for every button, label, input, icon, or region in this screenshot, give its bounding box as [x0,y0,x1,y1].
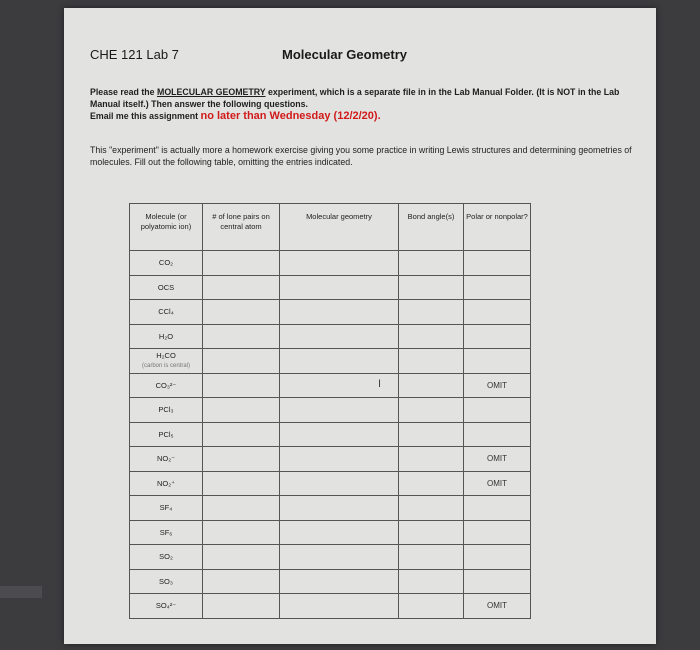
bond-angle-cell[interactable] [399,324,464,349]
polarity-cell[interactable] [464,520,531,545]
bond-angle-cell[interactable] [399,496,464,521]
polarity-cell[interactable] [464,569,531,594]
lone-pairs-cell[interactable] [203,251,280,276]
table-row [130,569,531,594]
molecule-formula: PCl₃ [158,405,174,415]
bond-angle-cell[interactable] [399,251,464,276]
lone-pairs-cell[interactable] [203,545,280,570]
geometry-cell[interactable] [280,520,399,545]
polarity-cell [464,594,531,619]
instructions [90,86,630,122]
geometry-cell[interactable] [280,471,399,496]
bond-angle-cell[interactable] [399,447,464,472]
table-row [130,251,531,276]
molecule-cell [130,300,203,325]
side-tab [0,586,42,598]
lone-pairs-cell[interactable] [203,594,280,619]
bond-angle-cell[interactable] [399,349,464,374]
omit-label: OMIT [487,601,507,611]
lone-pairs-cell[interactable] [203,349,280,374]
lone-pairs-cell[interactable] [203,324,280,349]
bond-angle-cell[interactable] [399,545,464,570]
polarity-cell[interactable] [464,545,531,570]
bond-angle-cell[interactable] [399,594,464,619]
polarity-cell[interactable] [464,324,531,349]
document-page [64,8,656,644]
molecule-cell [130,447,203,472]
lone-pairs-cell[interactable] [203,398,280,423]
lone-pairs-cell[interactable] [203,422,280,447]
molecule-cell [130,275,203,300]
bond-angle-cell[interactable] [399,422,464,447]
molecule-formula: SO₂ [159,552,173,562]
polarity-cell[interactable] [464,349,531,374]
geometry-cell[interactable] [280,447,399,472]
bond-angle-cell[interactable] [399,471,464,496]
geometry-cell[interactable] [280,545,399,570]
omit-label: OMIT [487,478,507,488]
polarity-cell[interactable] [464,422,531,447]
table-row [130,398,531,423]
geometry-cell[interactable] [280,398,399,423]
table-row [130,594,531,619]
molecule-cell [130,251,203,276]
header-bond-angles: Bond angle(s) [399,204,464,251]
bond-angle-cell[interactable] [399,300,464,325]
molecule-formula: CO₂ [158,258,174,268]
molecule-cell [130,398,203,423]
lone-pairs-cell[interactable] [203,520,280,545]
molecule-cell [130,520,203,545]
omit-label: OMIT [487,380,507,390]
molecule-formula: H₂O [158,331,174,341]
lone-pairs-cell[interactable] [203,447,280,472]
molecule-cell [130,349,203,374]
molecule-cell [130,324,203,349]
lone-pairs-cell[interactable] [203,300,280,325]
geometry-cell[interactable] [280,569,399,594]
header-molecule: Molecule (or polyatomic ion) [130,204,203,251]
table-row [130,300,531,325]
polarity-cell[interactable] [464,300,531,325]
table-row [130,422,531,447]
header-geometry: Molecular geometry [280,204,399,251]
bond-angle-cell[interactable] [399,520,464,545]
text-cursor-icon: I [378,378,382,390]
molecule-formula: NO₂⁺ [156,478,176,488]
geometry-cell[interactable] [280,349,399,374]
molecule-cell [130,496,203,521]
molecule-cell [130,373,203,398]
geometry-table [129,203,531,619]
molecule-formula: SO₄²⁻ [155,601,177,611]
molecule-cell [130,422,203,447]
instructions-underlined: MOLECULAR GEOMETRY [157,87,266,97]
molecule-formula: OCS [157,282,175,292]
table-row [130,324,531,349]
intro-paragraph: This "experiment" is actually more a homework exercise giving you some practice in writing Lewis structures and determining geometries of molecules. Fill out the following table, omitting the entries indicated. [90,145,632,167]
lone-pairs-cell[interactable] [203,373,280,398]
polarity-cell[interactable] [464,275,531,300]
polarity-cell [464,471,531,496]
omit-label: OMIT [487,454,507,464]
lone-pairs-cell[interactable] [203,275,280,300]
molecule-note: (carbon is central) [141,362,191,369]
email-text: Email me this assignment [90,111,201,121]
page-title: Molecular Geometry [282,47,407,62]
geometry-cell[interactable] [280,422,399,447]
geometry-cell[interactable] [280,275,399,300]
molecule-formula: CO₃²⁻ [155,380,177,390]
bond-angle-cell[interactable] [399,398,464,423]
polarity-cell[interactable] [464,398,531,423]
polarity-cell [464,373,531,398]
geometry-cell[interactable] [280,324,399,349]
molecule-formula: SO₃ [159,576,173,586]
molecule-formula: NO₂⁻ [156,454,176,464]
header-polarity: Polar or nonpolar? [464,204,531,251]
molecule-formula: SF₆ [159,527,173,537]
molecule-cell [130,594,203,619]
molecule-formula: H₂CO [156,350,176,360]
molecule-formula: SF₄ [159,503,173,513]
geometry-cell[interactable] [280,594,399,619]
geometry-cell[interactable] [280,251,399,276]
course-label: CHE 121 Lab 7 [90,47,179,62]
polarity-cell[interactable] [464,251,531,276]
geometry-cell[interactable] [280,496,399,521]
table-row [130,471,531,496]
table-row [130,349,531,374]
bond-angle-cell[interactable] [399,275,464,300]
instructions-text-b: experiment, which is a separate file in in the Lab Manual Folder. (It is NOT in the Lab Manual itself.) Then answer the following questions. [90,87,620,109]
table-row [130,496,531,521]
polarity-cell [464,447,531,472]
table-row [130,545,531,570]
instructions-text-a: Please read the [90,87,157,97]
molecule-cell [130,545,203,570]
bond-angle-cell[interactable] [399,569,464,594]
molecule-cell [130,569,203,594]
table-row [130,275,531,300]
polarity-cell[interactable] [464,496,531,521]
lone-pairs-cell[interactable] [203,496,280,521]
lone-pairs-cell[interactable] [203,471,280,496]
lone-pairs-cell[interactable] [203,569,280,594]
table-row [130,447,531,472]
table-header-row [130,204,531,251]
geometry-cell[interactable] [280,300,399,325]
deadline-text: no later than Wednesday (12/2/20). [200,110,381,122]
header-lone-pairs: # of lone pairs on central atom [203,204,280,251]
molecule-formula: CCl₄ [158,307,174,317]
molecule-cell [130,471,203,496]
table-row [130,520,531,545]
table-row [130,373,531,398]
molecule-formula: PCl₅ [158,429,174,439]
bond-angle-cell[interactable] [399,373,464,398]
